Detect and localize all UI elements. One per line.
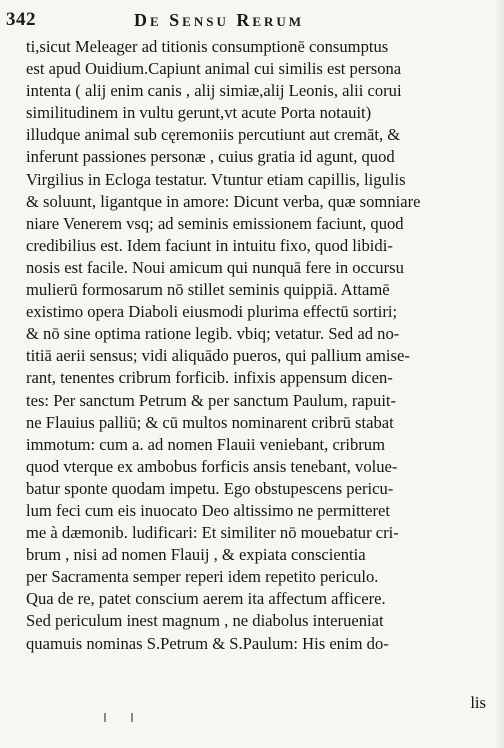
text-line: quod vterque ex ambobus forficis ansis tenebant, volue- xyxy=(26,456,398,476)
text-line: Qua de re, patet conscium aerem ita affectum afficere. xyxy=(26,589,386,609)
text-line: niare Venerem vsq; ad seminis emissionem faciunt, quod xyxy=(26,213,404,233)
page-number: 342 xyxy=(6,9,36,30)
running-head xyxy=(6,8,494,34)
text-line: & nō sine optima ratione legib. vbiq; vetatur. Sed ad no- xyxy=(26,324,400,344)
text-line: credibilius est. Idem faciunt in intuitu fixo, quod libidi- xyxy=(26,235,393,255)
text-line: immotum: cum a. ad nomen Flauii veniebant, cribrum xyxy=(26,434,385,454)
text-line: me à dæmonib. ludificari: Et similiter nō mouebatur cri- xyxy=(26,523,399,543)
text-line: per Sacramenta semper reperi idem repetito periculo. xyxy=(26,567,379,587)
text-line: est apud Ouidium.Capiunt animal cui similis est persona xyxy=(26,59,402,79)
text-line: & soluunt, ligantque in amore: Dicunt verba, quæ somniare xyxy=(26,191,421,211)
text-line: brum , nisi ad nomen Flauij , & expiata conscientia xyxy=(26,545,366,565)
text-line: lum feci cum eis inuocato Deo altissimo ne permitteret xyxy=(26,500,391,520)
text-line: mulierū formosarum nō stillet seminis quippiā. Attamē xyxy=(26,280,390,300)
text-line: batur sponte quodam impetu. Ego obstupescens pericu- xyxy=(26,478,394,498)
catchword: lis xyxy=(470,693,486,712)
text-line: titiā aerii sensus; vidi aliquādo pueros, qui pallium amise- xyxy=(26,346,410,366)
text-line: Virgilius in Ecloga testatur. Vtuntur etiam capillis, ligulis xyxy=(26,169,406,189)
text-line: ne Flauius palliū; & cū multos nominarent cribrū stabat xyxy=(26,412,394,432)
text-line: similitudinem in vultu gerunt,vt acute Porta notauit) xyxy=(26,103,372,123)
running-title: De Sensu Rerum xyxy=(134,10,305,30)
text-line: intenta ( alij enim canis , alij simiæ,alij Leonis, alii corui xyxy=(26,81,402,101)
print-mark xyxy=(131,713,133,722)
body-text xyxy=(26,36,492,655)
text-line: quamuis nominas S.Petrum & S.Paulum: His enim do- xyxy=(26,633,389,653)
print-mark xyxy=(104,713,106,722)
text-line: illudque animal sub cęremoniis percutiunt aut cremāt, & xyxy=(26,125,401,145)
text-line: rant, tenentes cribrum forficib. infixis appensum dicen- xyxy=(26,368,393,388)
text-line: tes: Per sanctum Petrum & per sanctum Paulum, rapuit- xyxy=(26,390,397,410)
text-line: inferunt passiones personæ , cuius gratia id agunt, quod xyxy=(26,147,395,167)
text-line: existimo opera Diaboli eiusmodi plurima effectū sortiri; xyxy=(26,302,398,322)
text-line: ti,sicut Meleager ad titionis consumptionē consumptus xyxy=(26,37,389,56)
page-edge-shadow xyxy=(494,0,504,748)
text-line: nosis est facile. Noui amicum qui nunquā fere in occursu xyxy=(26,257,404,277)
text-line: Sed periculum inest magnum , ne diabolus interueniat xyxy=(26,611,384,631)
